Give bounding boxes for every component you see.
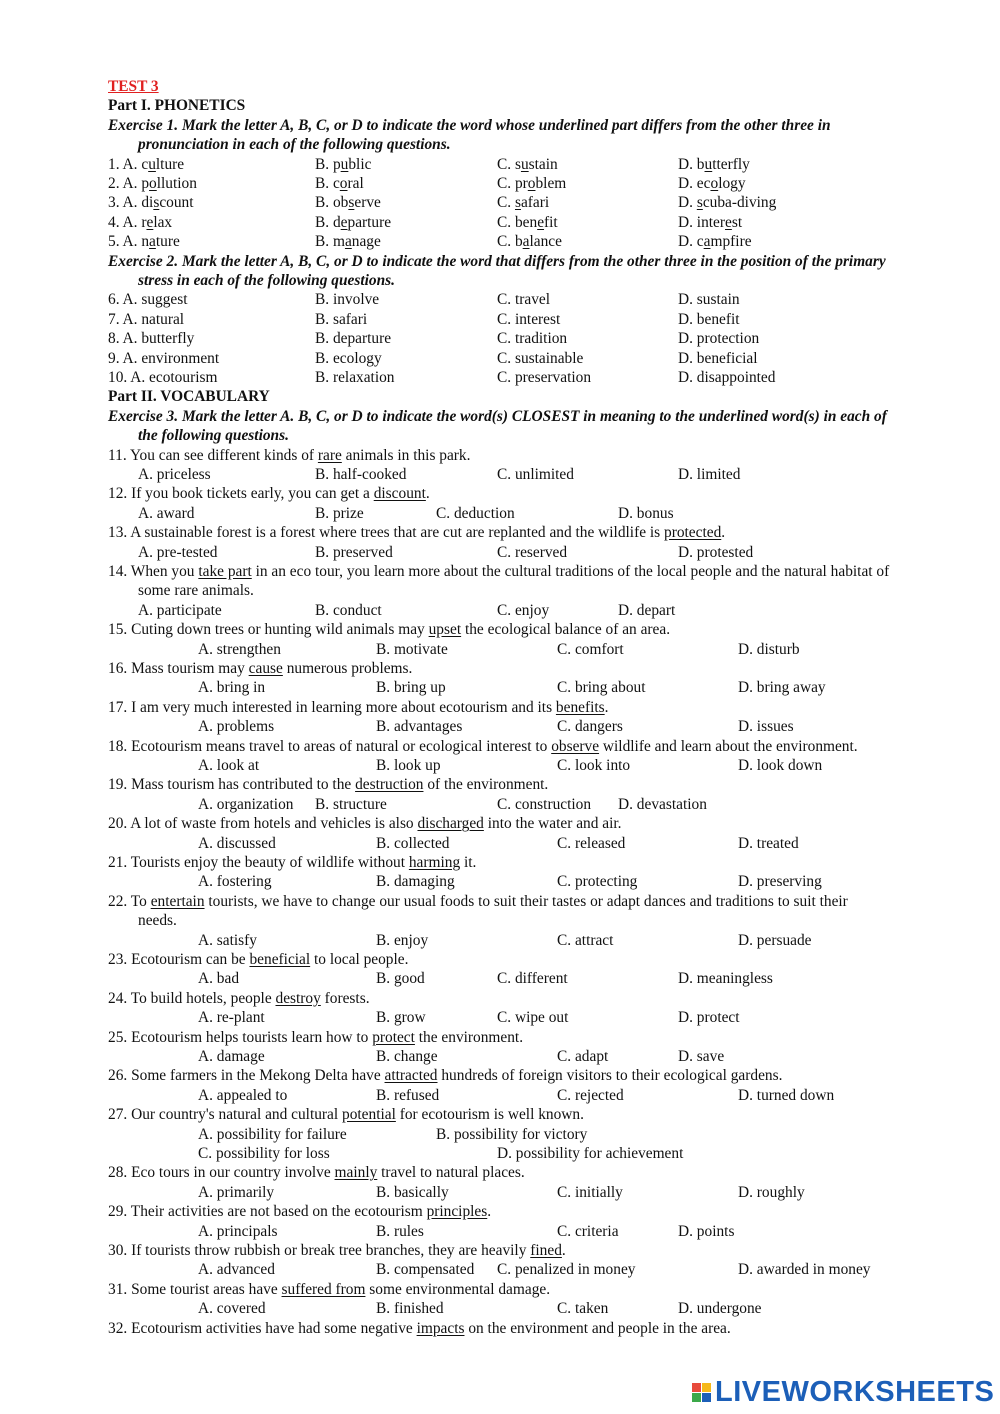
question-text: . bbox=[721, 524, 726, 542]
question-31 bbox=[108, 1280, 550, 1299]
option-text: D. inter bbox=[678, 213, 726, 231]
underlined-word: take part bbox=[198, 563, 252, 580]
answer-option[interactable]: D. roughly bbox=[738, 1183, 805, 1201]
underlined-word: destroy bbox=[275, 989, 321, 1007]
option-text: D. bbox=[678, 194, 697, 212]
answer-option[interactable]: D. bring away bbox=[738, 679, 826, 697]
answer-option[interactable]: B. finished bbox=[376, 1300, 444, 1318]
answer-option[interactable]: D. devastation bbox=[618, 795, 707, 813]
question-text: . bbox=[604, 698, 609, 716]
option-text: B. m bbox=[315, 233, 345, 251]
answer-option[interactable]: A. pre-tested bbox=[138, 543, 218, 561]
option-text: C. ben bbox=[497, 213, 538, 231]
underlined-sound: u bbox=[520, 155, 529, 173]
exercise3-instruction-cont: the following questions. bbox=[138, 427, 289, 445]
test-title: TEST 3 bbox=[108, 78, 159, 95]
answer-option[interactable]: B. grow bbox=[376, 1009, 426, 1027]
question-11 bbox=[108, 446, 470, 465]
answer-option[interactable]: C. different bbox=[497, 970, 568, 988]
answer-option[interactable]: B. collected bbox=[376, 834, 450, 852]
underlined-sound: u bbox=[340, 155, 349, 173]
question-text: 17. I am very much interested in learning more about ecotourism and its bbox=[108, 698, 556, 716]
question-text: 14. When you bbox=[108, 563, 199, 580]
answer-option[interactable]: C. look into bbox=[557, 757, 631, 774]
answer-option[interactable]: C. wipe out bbox=[497, 1009, 569, 1027]
answer-option[interactable]: D. meaningless bbox=[678, 970, 773, 988]
question-text: wildlife and learn about the environment. bbox=[599, 737, 858, 755]
answer-option[interactable]: D. depart bbox=[618, 601, 676, 619]
answer-option[interactable]: B. rules bbox=[376, 1222, 424, 1240]
exercise1-instruction-cont: pronunciation in each of the following questions. bbox=[138, 136, 451, 154]
option-text: B. c bbox=[315, 175, 340, 192]
question-text: 15. Cuting down trees or hunting wild animals may bbox=[108, 621, 429, 639]
answer-option[interactable]: D. treated bbox=[738, 834, 799, 852]
answer-option[interactable]: A. problems bbox=[198, 718, 275, 736]
answer-option[interactable]: D. save bbox=[678, 1048, 725, 1065]
answer-option[interactable]: A. primarily bbox=[198, 1183, 275, 1201]
answer-option[interactable]: A. priceless bbox=[138, 466, 211, 483]
answer-option[interactable]: A. award bbox=[138, 504, 195, 522]
answer-option[interactable]: A. advanced bbox=[198, 1261, 275, 1279]
answer-option[interactable]: 9. A. environment bbox=[108, 349, 220, 367]
question-25 bbox=[108, 1028, 523, 1047]
option-text: C. pr bbox=[497, 175, 528, 192]
question-21 bbox=[108, 853, 476, 872]
option-text: stain bbox=[528, 155, 558, 173]
underlined-sound: o bbox=[710, 175, 719, 192]
underlined-word: suffered from bbox=[281, 1280, 366, 1298]
answer-option[interactable]: B. half-cooked bbox=[315, 466, 407, 483]
question-32 bbox=[108, 1319, 731, 1338]
question-text: forests. bbox=[320, 989, 370, 1007]
question-text: on the environment and people in the area. bbox=[464, 1319, 731, 1337]
answer-option[interactable]: D. sustain bbox=[678, 291, 740, 309]
question-text: 27. Our country's natural and cultural bbox=[108, 1106, 342, 1124]
option-text: B. d bbox=[315, 213, 341, 231]
question-text: 32. Ecotourism activities have had some negative bbox=[108, 1319, 417, 1337]
option-text: cuba-diving bbox=[702, 194, 777, 212]
answer-option[interactable]: C. released bbox=[557, 834, 626, 852]
question-20 bbox=[108, 814, 622, 833]
question-text: 19. Mass tourism has contributed to the bbox=[108, 776, 356, 794]
answer-option[interactable]: B. departure bbox=[315, 330, 392, 348]
exercise1-instruction: Exercise 1. Mark the letter A, B, C, or D to indicate the word whose underlined part differs from the other three in bbox=[108, 116, 831, 134]
option-text: 3. A. di bbox=[108, 194, 154, 212]
answer-option[interactable]: C. unlimited bbox=[497, 466, 574, 483]
question-24 bbox=[108, 989, 370, 1008]
answer-option[interactable] bbox=[497, 193, 549, 212]
answer-option[interactable]: B. look up bbox=[376, 757, 441, 774]
question-text: 16. Mass tourism may bbox=[108, 660, 249, 677]
underlined-word: discharged bbox=[417, 815, 484, 833]
answer-option[interactable]: A. strengthen bbox=[198, 640, 281, 658]
answer-option[interactable]: B. prize bbox=[315, 504, 364, 522]
question-26 bbox=[108, 1066, 782, 1085]
option-text: 2. A. p bbox=[108, 175, 150, 192]
question-text: 25. Ecotourism helps tourists learn how to bbox=[108, 1028, 373, 1046]
question-14-cont: some rare animals. bbox=[138, 582, 254, 600]
underlined-word: upset bbox=[428, 621, 462, 639]
answer-option[interactable]: C. reserved bbox=[497, 543, 568, 561]
answer-option[interactable]: C. rejected bbox=[557, 1086, 624, 1104]
underlined-sound: a bbox=[703, 233, 711, 251]
answer-option[interactable]: D. preserving bbox=[738, 873, 822, 891]
question-text: . bbox=[487, 1203, 492, 1221]
answer-option[interactable]: B. compensated bbox=[376, 1261, 475, 1279]
answer-option[interactable]: A. appealed to bbox=[198, 1086, 288, 1104]
answer-option[interactable] bbox=[497, 174, 566, 193]
option-text: nage bbox=[351, 233, 381, 251]
answer-option[interactable]: D. limited bbox=[678, 466, 741, 483]
answer-option[interactable]: B. relaxation bbox=[315, 369, 395, 386]
question-text: 22. To bbox=[108, 892, 151, 910]
answer-option[interactable]: D. awarded in money bbox=[738, 1261, 871, 1279]
underlined-sound: a bbox=[522, 233, 530, 251]
underlined-word: mainly bbox=[334, 1164, 378, 1182]
answer-option[interactable]: B. good bbox=[376, 970, 425, 988]
answer-option[interactable]: B. motivate bbox=[376, 640, 448, 658]
answer-option[interactable]: 8. A. butterfly bbox=[108, 330, 195, 348]
answer-option[interactable]: A. fostering bbox=[198, 873, 272, 891]
underlined-sound: e bbox=[340, 213, 348, 231]
question-text: 11. You can see different kinds of bbox=[108, 446, 318, 464]
underlined-word: harming bbox=[408, 854, 461, 871]
question-text: travel to natural places. bbox=[377, 1164, 525, 1182]
option-text: lance bbox=[529, 233, 562, 251]
underlined-word: rare bbox=[317, 446, 342, 464]
question-text: animals in this park. bbox=[341, 446, 471, 464]
answer-option[interactable] bbox=[497, 155, 558, 174]
answer-option[interactable]: C. enjoy bbox=[497, 601, 550, 619]
answer-option[interactable]: C. construction bbox=[497, 795, 592, 813]
answer-option[interactable]: B. refused bbox=[376, 1086, 440, 1104]
answer-option[interactable]: C. possibility for loss bbox=[198, 1145, 330, 1162]
answer-option[interactable] bbox=[678, 155, 750, 174]
option-text: logy bbox=[718, 175, 746, 192]
answer-option[interactable]: 7. A. natural bbox=[108, 310, 185, 328]
option-text: D. c bbox=[678, 233, 704, 251]
answer-option[interactable]: A. bad bbox=[198, 970, 240, 988]
underlined-word: impacts bbox=[416, 1319, 465, 1337]
part1-title: Part I. PHONETICS bbox=[108, 97, 246, 115]
option-text: 4. A. r bbox=[108, 213, 147, 231]
question-29 bbox=[108, 1202, 491, 1221]
answer-option[interactable]: B. involve bbox=[315, 291, 380, 309]
question-text: 31. Some tourist areas have bbox=[108, 1280, 282, 1298]
question-text: 26. Some farmers in the Mekong Delta have bbox=[108, 1067, 385, 1085]
question-18 bbox=[108, 737, 858, 756]
answer-option[interactable] bbox=[315, 155, 371, 174]
question-16 bbox=[108, 659, 412, 678]
question-text: it. bbox=[460, 854, 477, 871]
answer-option[interactable]: A. organization bbox=[198, 795, 294, 813]
logo-text: LIVEWORKSHEETS bbox=[715, 1375, 995, 1408]
option-text: llution bbox=[156, 175, 197, 192]
answer-option[interactable]: D. protect bbox=[678, 1009, 740, 1027]
answer-option[interactable]: C. travel bbox=[497, 291, 550, 309]
option-text: ture bbox=[155, 233, 180, 251]
option-text: lax bbox=[153, 213, 173, 231]
answer-option[interactable]: B. conduct bbox=[315, 601, 382, 619]
answer-option[interactable]: A. participate bbox=[138, 601, 222, 619]
answer-option[interactable]: A. discussed bbox=[198, 834, 276, 852]
underlined-word: destruction bbox=[355, 776, 424, 794]
option-text: parture bbox=[347, 213, 392, 231]
question-text: . bbox=[425, 485, 430, 503]
question-30 bbox=[108, 1241, 566, 1260]
underlined-sound: s bbox=[514, 194, 521, 212]
answer-option[interactable] bbox=[497, 213, 558, 232]
answer-option[interactable]: D. protection bbox=[678, 330, 760, 348]
answer-option[interactable]: C. bring about bbox=[557, 679, 646, 697]
option-text: st bbox=[731, 213, 743, 231]
option-text: blic bbox=[348, 155, 372, 173]
question-22-cont: needs. bbox=[138, 912, 177, 930]
answer-option[interactable]: B. advantages bbox=[376, 718, 463, 736]
underlined-sound: e bbox=[146, 213, 154, 231]
answer-option[interactable]: A. principals bbox=[198, 1222, 278, 1240]
question-text: 18. Ecotourism means travel to areas of natural or ecological interest to bbox=[108, 737, 552, 755]
answer-option[interactable]: D. undergone bbox=[678, 1300, 762, 1318]
logo-mark-icon bbox=[692, 1383, 711, 1402]
answer-option[interactable]: 6. A. suggest bbox=[108, 291, 188, 309]
underlined-sound: e bbox=[537, 213, 545, 231]
underlined-sound: a bbox=[149, 233, 156, 251]
option-text: B. p bbox=[315, 155, 341, 173]
underlined-sound: o bbox=[149, 175, 157, 192]
answer-option[interactable] bbox=[108, 232, 180, 251]
answer-option[interactable]: D. possibility for achievement bbox=[497, 1145, 684, 1162]
answer-option[interactable] bbox=[108, 155, 184, 174]
underlined-word: observe bbox=[551, 737, 600, 755]
underlined-word: protect bbox=[372, 1028, 415, 1046]
option-text: 1. A. c bbox=[108, 155, 149, 173]
answer-option[interactable]: D. look down bbox=[738, 757, 823, 774]
option-text: count bbox=[159, 194, 194, 212]
answer-option[interactable]: 10. A. ecotourism bbox=[108, 369, 218, 386]
exercise2-instruction: Exercise 2. Mark the letter A, B, C, or D to indicate the word that differs from the other three in the position of the primary bbox=[108, 252, 886, 270]
answer-option[interactable]: A. re-plant bbox=[198, 1009, 265, 1027]
underlined-sound: s bbox=[348, 194, 355, 212]
question-text: of the environment. bbox=[423, 776, 549, 794]
question-text: 30. If tourists throw rubbish or break tree branches, they are heavily bbox=[108, 1242, 531, 1259]
answer-option[interactable]: B. ecology bbox=[315, 349, 382, 367]
option-text: D. b bbox=[678, 155, 705, 173]
answer-option[interactable]: B. structure bbox=[315, 795, 387, 813]
underlined-word: principles bbox=[426, 1203, 488, 1221]
question-23 bbox=[108, 950, 408, 969]
question-text: tourists, we have to change our usual foods to suit their tastes or adapt dances and traditions to suit their bbox=[204, 892, 848, 910]
answer-option[interactable] bbox=[497, 232, 562, 251]
underlined-sound: o bbox=[527, 175, 536, 192]
underlined-sound: o bbox=[339, 175, 348, 192]
option-text: fit bbox=[544, 213, 558, 231]
underlined-sound: u bbox=[704, 155, 713, 173]
option-text: D. ec bbox=[678, 175, 711, 192]
option-text: C. s bbox=[497, 155, 521, 173]
underlined-sound: s bbox=[153, 194, 160, 212]
answer-option[interactable]: B. enjoy bbox=[376, 931, 429, 949]
option-text: C. bbox=[497, 194, 515, 212]
answer-option[interactable]: C. dangers bbox=[557, 718, 623, 736]
underlined-word: protected bbox=[664, 524, 722, 542]
underlined-word: fined bbox=[530, 1242, 562, 1259]
answer-option[interactable]: B. safari bbox=[315, 310, 368, 328]
answer-option[interactable]: C. preservation bbox=[497, 369, 592, 386]
question-text: 13. A sustainable forest is a forest where trees that are cut are replanted and the wildlife is bbox=[108, 524, 665, 542]
answer-option[interactable]: D. disappointed bbox=[678, 369, 776, 386]
answer-option[interactable]: C. initially bbox=[557, 1183, 623, 1201]
answer-option[interactable]: C. interest bbox=[497, 310, 561, 328]
question-text: 24. To build hotels, people bbox=[108, 989, 276, 1007]
answer-option[interactable]: A. damage bbox=[198, 1048, 265, 1065]
answer-option[interactable] bbox=[315, 232, 381, 251]
question-text: the environment. bbox=[414, 1028, 524, 1046]
question-text: 29. Their activities are not based on the ecotourism bbox=[108, 1203, 427, 1221]
answer-option[interactable]: B. preserved bbox=[315, 543, 393, 561]
question-27 bbox=[108, 1105, 584, 1124]
answer-option[interactable]: B. change bbox=[376, 1048, 438, 1065]
option-text: ral bbox=[347, 175, 364, 192]
answer-option[interactable]: C. taken bbox=[557, 1300, 609, 1318]
answer-option[interactable]: A. satisfy bbox=[198, 931, 257, 949]
option-text: tterfly bbox=[712, 155, 750, 173]
answer-option[interactable]: D. protested bbox=[678, 543, 754, 561]
answer-option[interactable]: B. bring up bbox=[376, 679, 446, 697]
option-text: 5. A. n bbox=[108, 233, 150, 251]
underlined-sound: a bbox=[344, 233, 352, 251]
answer-option[interactable]: C. adapt bbox=[557, 1048, 609, 1065]
question-text: to local people. bbox=[310, 951, 409, 968]
answer-option[interactable]: D. bonus bbox=[618, 504, 674, 522]
question-text: hundreds of foreign visitors to their ecological gardens. bbox=[437, 1067, 783, 1085]
underlined-word: cause bbox=[248, 660, 283, 677]
answer-option[interactable]: C. tradition bbox=[497, 330, 568, 348]
option-text: afari bbox=[520, 194, 550, 212]
answer-option[interactable]: D. turned down bbox=[738, 1086, 835, 1104]
underlined-word: beneficial bbox=[249, 951, 311, 968]
answer-option[interactable]: D. benefit bbox=[678, 310, 740, 328]
answer-option[interactable]: B. damaging bbox=[376, 873, 455, 891]
question-17 bbox=[108, 698, 609, 717]
underlined-word: potential bbox=[342, 1106, 396, 1124]
answer-option[interactable]: D. disturb bbox=[738, 640, 800, 658]
answer-option[interactable] bbox=[108, 193, 194, 212]
underlined-sound: u bbox=[148, 155, 156, 173]
answer-option[interactable] bbox=[678, 174, 746, 193]
question-12 bbox=[108, 484, 430, 503]
answer-option[interactable]: D. issues bbox=[738, 718, 794, 736]
question-text: some environmental damage. bbox=[365, 1280, 551, 1298]
answer-option[interactable]: D. points bbox=[678, 1222, 735, 1240]
answer-option[interactable]: C. comfort bbox=[557, 640, 624, 658]
answer-option[interactable] bbox=[678, 232, 752, 251]
answer-option[interactable] bbox=[108, 174, 197, 193]
option-text: erve bbox=[354, 194, 381, 212]
answer-option[interactable]: C. attract bbox=[557, 931, 614, 949]
liveworksheets-logo bbox=[692, 1377, 994, 1407]
question-text: 28. Eco tours in our country involve bbox=[108, 1164, 335, 1182]
option-text: C. b bbox=[497, 233, 523, 251]
exercise3-instruction: Exercise 3. Mark the letter A. B, C, or D to indicate the word(s) CLOSEST in meaning to the underlined word(s) in each of bbox=[108, 407, 887, 425]
underlined-word: discount bbox=[373, 485, 426, 503]
underlined-word: entertain bbox=[150, 892, 205, 910]
option-text: mpfire bbox=[710, 233, 752, 251]
answer-option[interactable]: D. persuade bbox=[738, 931, 812, 949]
answer-option[interactable]: C. penalized in money bbox=[497, 1261, 636, 1279]
answer-option[interactable]: A. look at bbox=[198, 757, 260, 774]
answer-option[interactable] bbox=[678, 193, 776, 212]
question-text: 21. Tourists enjoy the beauty of wildlife without bbox=[108, 854, 409, 871]
question-text: in an eco tour, you learn more about the cultural traditions of the local people and the natural habitat of bbox=[251, 563, 890, 580]
answer-option[interactable] bbox=[315, 193, 381, 212]
underlined-sound: s bbox=[696, 194, 703, 212]
question-text: the ecological balance of an area. bbox=[461, 621, 671, 639]
option-text: blem bbox=[535, 175, 567, 192]
answer-option[interactable] bbox=[108, 213, 172, 232]
question-text: into the water and air. bbox=[483, 815, 622, 833]
question-text: 23. Ecotourism can be bbox=[108, 951, 250, 968]
answer-option[interactable] bbox=[678, 213, 742, 232]
part2-title: Part II. VOCABULARY bbox=[108, 388, 270, 406]
question-text: 12. If you book tickets early, you can get a bbox=[108, 485, 374, 503]
answer-option[interactable]: D. beneficial bbox=[678, 349, 758, 367]
answer-option[interactable]: B. basically bbox=[376, 1183, 449, 1201]
question-13 bbox=[108, 523, 725, 542]
question-15 bbox=[108, 620, 670, 639]
answer-option[interactable]: C. protecting bbox=[557, 873, 638, 891]
question-22 bbox=[108, 892, 848, 911]
answer-option[interactable] bbox=[315, 213, 391, 232]
question-text: numerous problems. bbox=[282, 660, 413, 677]
question-text: 20. A lot of waste from hotels and vehicles is also bbox=[108, 815, 418, 833]
answer-option[interactable]: A. covered bbox=[198, 1300, 266, 1318]
question-14 bbox=[108, 562, 889, 581]
answer-option[interactable]: A. bring in bbox=[198, 679, 266, 697]
question-19 bbox=[108, 775, 548, 794]
answer-option[interactable]: C. criteria bbox=[557, 1222, 619, 1240]
answer-option[interactable] bbox=[315, 174, 364, 193]
question-28 bbox=[108, 1163, 525, 1182]
answer-option[interactable]: A. possibility for failure bbox=[198, 1125, 347, 1143]
exercise2-instruction-cont: stress in each of the following questions. bbox=[138, 272, 395, 289]
answer-option[interactable]: C. sustainable bbox=[497, 349, 584, 367]
question-text: . bbox=[561, 1242, 566, 1259]
answer-option[interactable]: C. deduction bbox=[436, 504, 515, 522]
answer-option[interactable]: B. possibility for victory bbox=[436, 1125, 588, 1143]
option-text: B. ob bbox=[315, 194, 349, 212]
underlined-word: attracted bbox=[384, 1067, 438, 1085]
option-text: lture bbox=[155, 155, 185, 173]
underlined-word: benefits bbox=[555, 698, 605, 716]
underlined-sound: e bbox=[725, 213, 732, 231]
question-text: for ecotourism is well known. bbox=[395, 1106, 584, 1124]
